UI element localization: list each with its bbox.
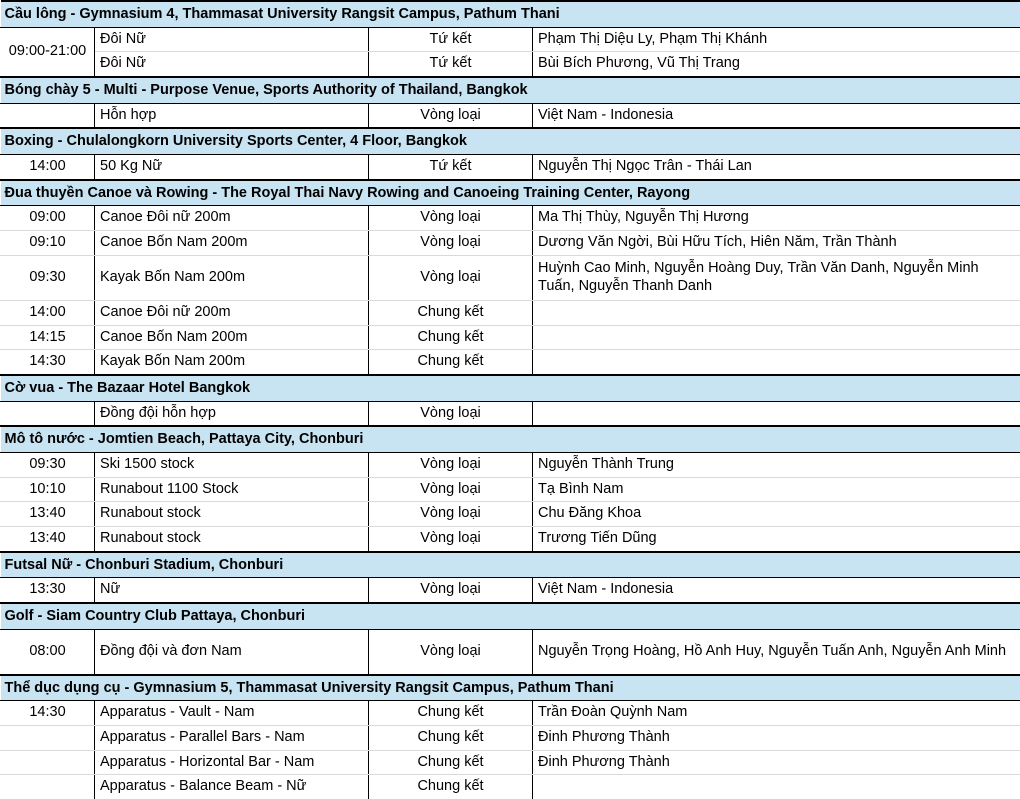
cell-athletes: Bùi Bích Phương, Vũ Thị Trang bbox=[533, 52, 1020, 77]
table-row bbox=[1, 401, 1020, 426]
cell-athletes: Nguyễn Trọng Hoàng, Hồ Anh Huy, Nguyễn Tuấn Anh, Nguyễn Anh Minh bbox=[533, 629, 1020, 675]
venue-header-row bbox=[1, 180, 1020, 206]
cell-athletes: Tạ Bình Nam bbox=[533, 477, 1020, 502]
venue-title: Golf - Siam Country Club Pattaya, Chonburi bbox=[1, 603, 1020, 629]
cell-athletes: Dương Văn Ngời, Bùi Hữu Tích, Hiên Năm, Trần Thành bbox=[533, 231, 1020, 256]
cell-event: Apparatus - Parallel Bars - Nam bbox=[95, 726, 369, 751]
venue-header-row bbox=[1, 675, 1020, 701]
cell-round: Vòng loại bbox=[369, 629, 533, 675]
cell-athletes bbox=[533, 350, 1020, 375]
cell-event: Đồng đội và đơn Nam bbox=[95, 629, 369, 675]
venue-title: Boxing - Chulalongkorn University Sports Center, 4 Floor, Bangkok bbox=[1, 128, 1020, 154]
cell-athletes: Việt Nam - Indonesia bbox=[533, 578, 1020, 603]
cell-event: Runabout stock bbox=[95, 502, 369, 527]
cell-round: Chung kết bbox=[369, 350, 533, 375]
cell-event: Đôi Nữ bbox=[95, 52, 369, 77]
cell-round: Vòng loại bbox=[369, 206, 533, 231]
table-row bbox=[1, 726, 1020, 751]
cell-athletes: Ma Thị Thùy, Nguyễn Thị Hương bbox=[533, 206, 1020, 231]
venue-title: Futsal Nữ - Chonburi Stadium, Chonburi bbox=[1, 552, 1020, 578]
table-row bbox=[1, 750, 1020, 775]
cell-time: 10:10 bbox=[1, 477, 95, 502]
cell-athletes: Trương Tiến Dũng bbox=[533, 526, 1020, 551]
cell-time bbox=[1, 401, 95, 426]
cell-athletes: Đinh Phương Thành bbox=[533, 750, 1020, 775]
table-row bbox=[1, 629, 1020, 675]
cell-round: Vòng loại bbox=[369, 452, 533, 477]
venue-header-row bbox=[1, 375, 1020, 401]
cell-round: Chung kết bbox=[369, 300, 533, 325]
cell-round: Chung kết bbox=[369, 701, 533, 726]
cell-event: Đồng đội hỗn hợp bbox=[95, 401, 369, 426]
cell-time: 08:00 bbox=[1, 629, 95, 675]
table-row bbox=[1, 255, 1020, 300]
table-row bbox=[1, 502, 1020, 527]
venue-header-row bbox=[1, 1, 1020, 27]
cell-round: Chung kết bbox=[369, 726, 533, 751]
cell-athletes: Nguyễn Thành Trung bbox=[533, 452, 1020, 477]
cell-round: Vòng loại bbox=[369, 103, 533, 128]
cell-event: Canoe Bốn Nam 200m bbox=[95, 231, 369, 256]
cell-athletes bbox=[533, 775, 1020, 799]
cell-event: Apparatus - Vault - Nam bbox=[95, 701, 369, 726]
table-row bbox=[1, 52, 1020, 77]
cell-athletes bbox=[533, 325, 1020, 350]
cell-athletes: Phạm Thị Diệu Ly, Phạm Thị Khánh bbox=[533, 27, 1020, 52]
cell-time: 14:00 bbox=[1, 155, 95, 180]
cell-round: Chung kết bbox=[369, 750, 533, 775]
venue-title: Thể dục dụng cụ - Gymnasium 5, Thammasat University Rangsit Campus, Pathum Thani bbox=[1, 675, 1020, 701]
table-row bbox=[1, 350, 1020, 375]
venue-title: Đua thuyền Canoe và Rowing - The Royal Thai Navy Rowing and Canoeing Training Center, Rayong bbox=[1, 180, 1020, 206]
cell-athletes: Huỳnh Cao Minh, Nguyễn Hoàng Duy, Trần Văn Danh, Nguyễn Minh Tuấn, Nguyễn Thanh Danh bbox=[533, 255, 1020, 300]
cell-time bbox=[1, 775, 95, 799]
table-row bbox=[1, 103, 1020, 128]
cell-event: Apparatus - Balance Beam - Nữ bbox=[95, 775, 369, 799]
cell-event: Canoe Bốn Nam 200m bbox=[95, 325, 369, 350]
cell-event: Runabout 1100 Stock bbox=[95, 477, 369, 502]
cell-round: Chung kết bbox=[369, 775, 533, 799]
venue-header-row bbox=[1, 77, 1020, 103]
cell-event: Runabout stock bbox=[95, 526, 369, 551]
cell-time: 14:15 bbox=[1, 325, 95, 350]
cell-athletes: Nguyễn Thị Ngọc Trân - Thái Lan bbox=[533, 155, 1020, 180]
cell-time: 13:40 bbox=[1, 502, 95, 527]
cell-athletes bbox=[533, 401, 1020, 426]
cell-event: Hỗn hợp bbox=[95, 103, 369, 128]
cell-time bbox=[1, 726, 95, 751]
cell-athletes: Việt Nam - Indonesia bbox=[533, 103, 1020, 128]
cell-round: Vòng loại bbox=[369, 401, 533, 426]
cell-round: Vòng loại bbox=[369, 526, 533, 551]
cell-round: Tứ kết bbox=[369, 155, 533, 180]
table-row bbox=[1, 701, 1020, 726]
cell-event: Kayak Bốn Nam 200m bbox=[95, 350, 369, 375]
cell-event: Canoe Đôi nữ 200m bbox=[95, 300, 369, 325]
table-row bbox=[1, 325, 1020, 350]
cell-event: Nữ bbox=[95, 578, 369, 603]
venue-header-row bbox=[1, 552, 1020, 578]
cell-time: 09:10 bbox=[1, 231, 95, 256]
table-row bbox=[1, 300, 1020, 325]
table-row bbox=[1, 452, 1020, 477]
schedule-body bbox=[1, 1, 1020, 799]
cell-time: 09:30 bbox=[1, 452, 95, 477]
cell-round: Tứ kết bbox=[369, 52, 533, 77]
cell-time: 14:30 bbox=[1, 350, 95, 375]
cell-time: 09:00 bbox=[1, 206, 95, 231]
cell-round: Chung kết bbox=[369, 325, 533, 350]
table-row bbox=[1, 231, 1020, 256]
cell-time: 09:00-21:00 bbox=[1, 27, 95, 77]
table-row bbox=[1, 578, 1020, 603]
venue-header-row bbox=[1, 128, 1020, 154]
venue-title: Mô tô nước - Jomtien Beach, Pattaya City, Chonburi bbox=[1, 426, 1020, 452]
cell-event: Đôi Nữ bbox=[95, 27, 369, 52]
table-row bbox=[1, 206, 1020, 231]
cell-event: Apparatus - Horizontal Bar - Nam bbox=[95, 750, 369, 775]
cell-round: Vòng loại bbox=[369, 477, 533, 502]
cell-time bbox=[1, 750, 95, 775]
table-row bbox=[1, 155, 1020, 180]
venue-title: Cầu lông - Gymnasium 4, Thammasat University Rangsit Campus, Pathum Thani bbox=[1, 1, 1020, 27]
table-row bbox=[1, 477, 1020, 502]
table-row bbox=[1, 775, 1020, 799]
cell-time: 13:30 bbox=[1, 578, 95, 603]
cell-time bbox=[1, 103, 95, 128]
cell-round: Vòng loại bbox=[369, 502, 533, 527]
cell-round: Tứ kết bbox=[369, 27, 533, 52]
cell-athletes: Trần Đoàn Quỳnh Nam bbox=[533, 701, 1020, 726]
cell-round: Vòng loại bbox=[369, 231, 533, 256]
venue-title: Cờ vua - The Bazaar Hotel Bangkok bbox=[1, 375, 1020, 401]
cell-time: 09:30 bbox=[1, 255, 95, 300]
cell-round: Vòng loại bbox=[369, 255, 533, 300]
cell-time: 13:40 bbox=[1, 526, 95, 551]
table-row bbox=[1, 526, 1020, 551]
cell-time: 14:30 bbox=[1, 701, 95, 726]
table-row bbox=[1, 27, 1020, 52]
cell-athletes bbox=[533, 300, 1020, 325]
cell-event: Canoe Đôi nữ 200m bbox=[95, 206, 369, 231]
cell-athletes: Chu Đăng Khoa bbox=[533, 502, 1020, 527]
venue-header-row bbox=[1, 603, 1020, 629]
venue-header-row bbox=[1, 426, 1020, 452]
venue-title: Bóng chày 5 - Multi - Purpose Venue, Sports Authority of Thailand, Bangkok bbox=[1, 77, 1020, 103]
cell-athletes: Đinh Phương Thành bbox=[533, 726, 1020, 751]
cell-round: Vòng loại bbox=[369, 578, 533, 603]
cell-time: 14:00 bbox=[1, 300, 95, 325]
cell-event: Ski 1500 stock bbox=[95, 452, 369, 477]
cell-event: Kayak Bốn Nam 200m bbox=[95, 255, 369, 300]
cell-event: 50 Kg Nữ bbox=[95, 155, 369, 180]
